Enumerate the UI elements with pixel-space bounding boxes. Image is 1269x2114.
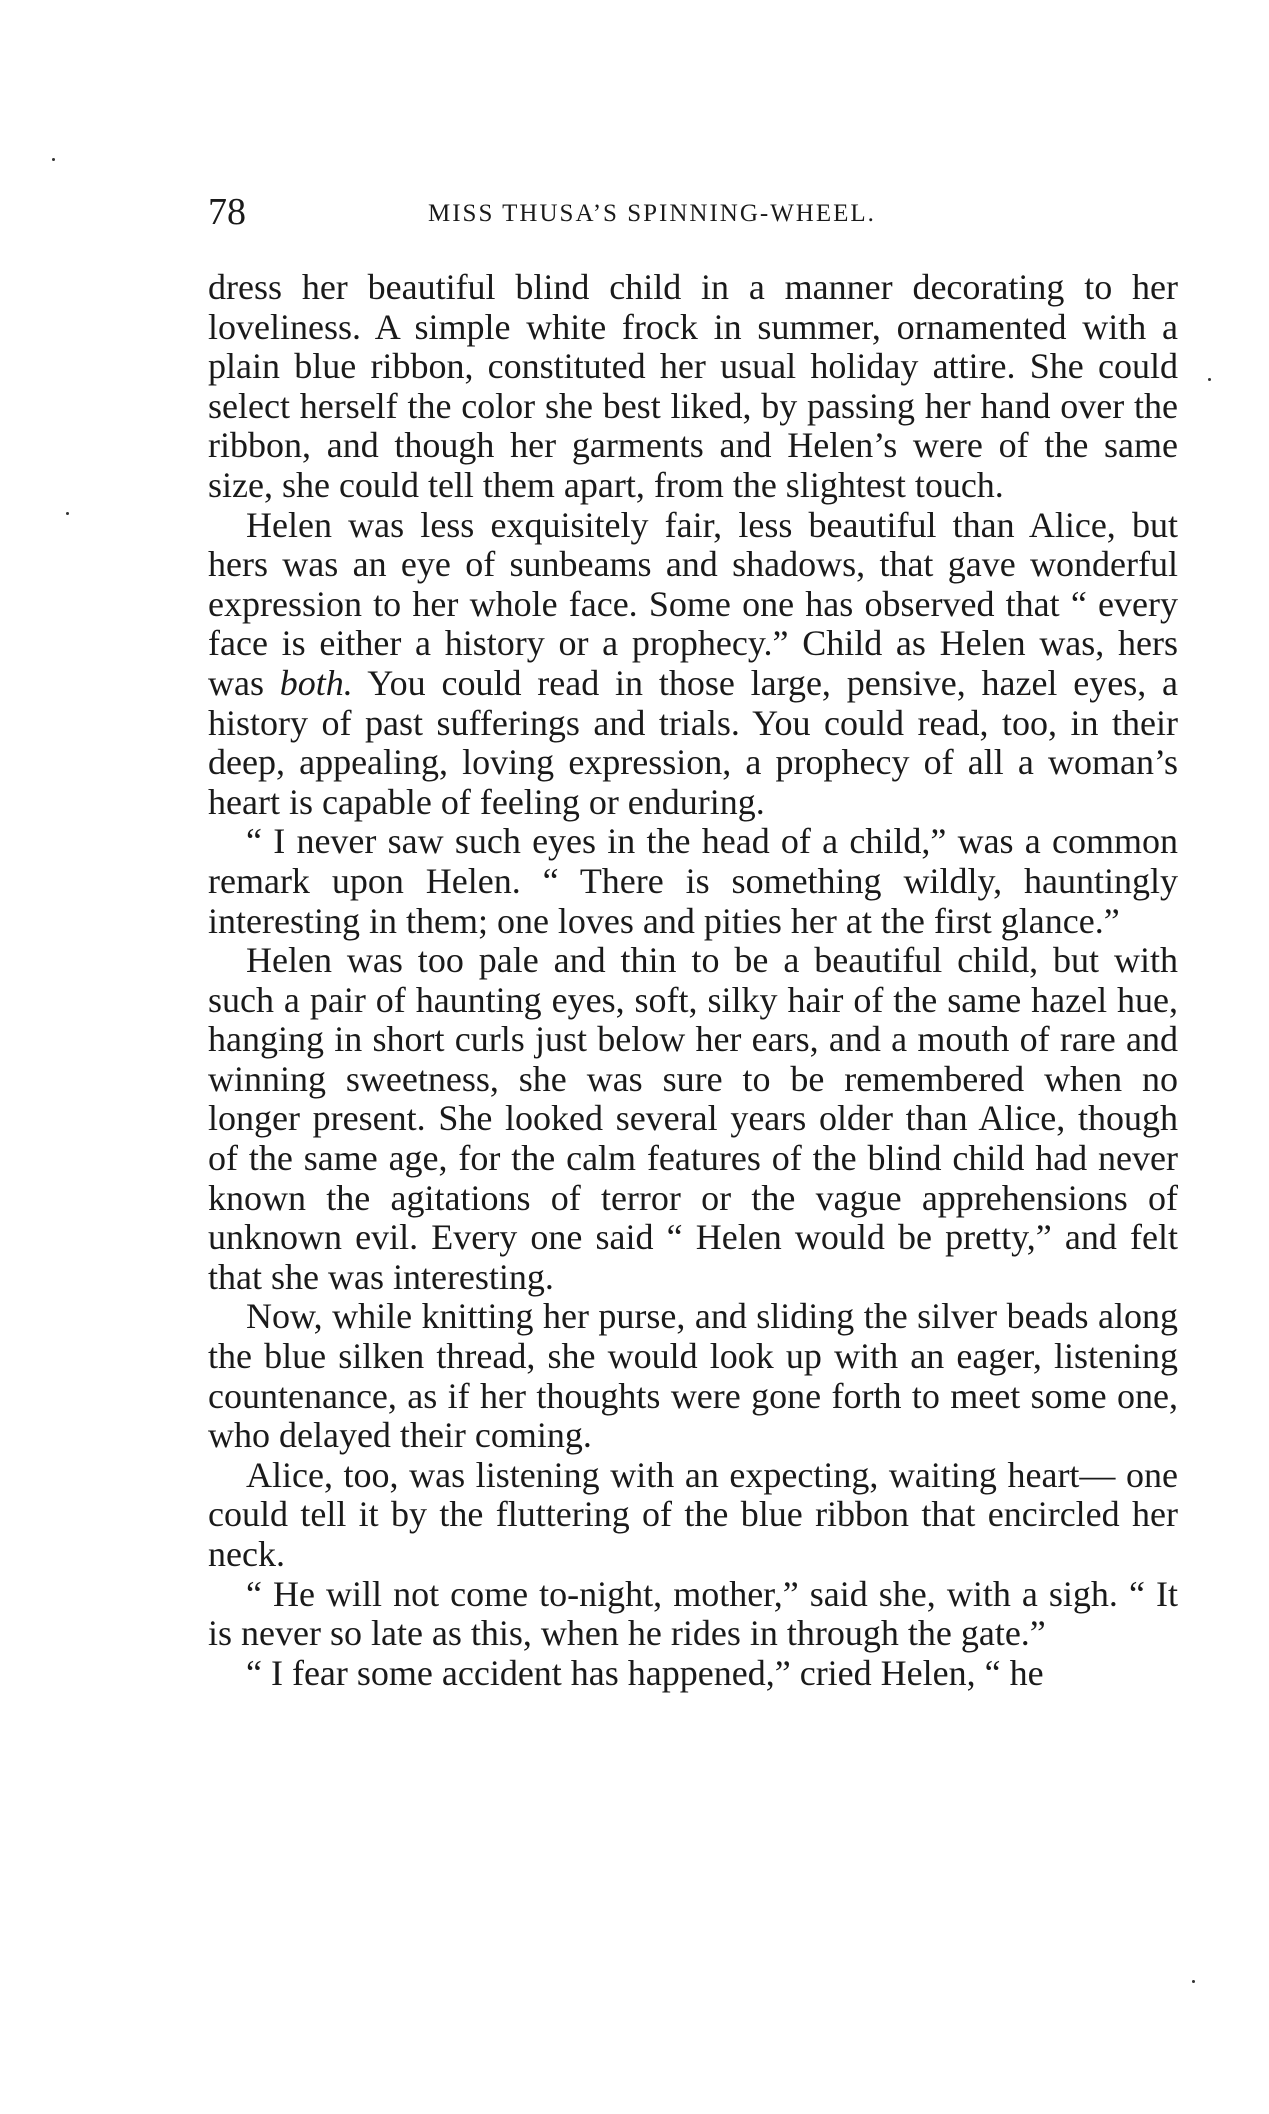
paper-speck	[66, 512, 69, 515]
paragraph-2-before: Helen was less exquisitely fair, less beautiful than Alice, but hers was an eye of sunbeams and shadows, that gave wonderful expression to her whole face. Some one has observed that “ every face is either a history or a prophecy.” Child as Helen was, hers was	[208, 504, 1178, 703]
paragraph-2-emphasis: both.	[279, 662, 353, 703]
paragraph-1: dress her beautiful blind child in a manner decorating to her loveliness. A simple white frock in summer, ornamented with a plain blue ribbon, constituted her usual holiday attire. She could select herself the color she best liked, by passing her hand over the ribbon, and though her garments and Helen’s were of the same size, she could tell them apart, from the slightest touch.	[208, 267, 1178, 505]
paragraph-8: “ I fear some accident has happened,” cried Helen, “ he	[246, 1652, 1044, 1693]
page-header	[208, 190, 1168, 238]
body-text	[208, 268, 1178, 1693]
page-number: 78	[208, 191, 246, 233]
paragraph-3: “ I never saw such eyes in the head of a child,” was a common remark upon Helen. “ There is something wildly, hauntingly interesting in them; one loves and pities her at the first glance.”	[208, 821, 1178, 941]
paragraph-5: Now, while knitting her purse, and sliding the silver beads along the blue silken thread, she would look up with an eager, listening countenance, as if her thoughts were gone forth to meet some one, who delayed their coming.	[208, 1296, 1178, 1456]
paragraph-6: Alice, too, was listening with an expecting, waiting heart— one could tell it by the fluttering of the blue ribbon that encircled her neck.	[208, 1454, 1178, 1574]
paragraph-2-after: You could read in those large, pensive, hazel eyes, a history of past sufferings and trials. You could read, too, in their deep, appealing, loving expression, a prophecy of all a woman’s heart is capable of feeling or enduring.	[208, 662, 1178, 822]
running-title: MISS THUSA’S SPINNING-WHEEL.	[428, 200, 876, 227]
paper-speck	[1208, 378, 1211, 381]
paragraph-7: “ He will not come to-night, mother,” said she, with a sigh. “ It is never so late as this, when he rides in through the gate.”	[208, 1573, 1178, 1654]
paper-speck	[1192, 1980, 1195, 1983]
paper-speck	[52, 158, 55, 161]
paragraph-4: Helen was too pale and thin to be a beautiful child, but with such a pair of haunting eyes, soft, silky hair of the same hazel hue, hanging in short curls just below her ears, and a mouth of rare and winning sweetness, she was sure to be remembered when no longer present. She looked several years older than Alice, though of the same age, for the calm features of the blind child had never known the agitations of terror or the vague apprehensions of unknown evil. Every one said “ Helen would be pretty,” and felt that she was interesting.	[208, 940, 1178, 1297]
paragraph-2	[208, 506, 1178, 823]
